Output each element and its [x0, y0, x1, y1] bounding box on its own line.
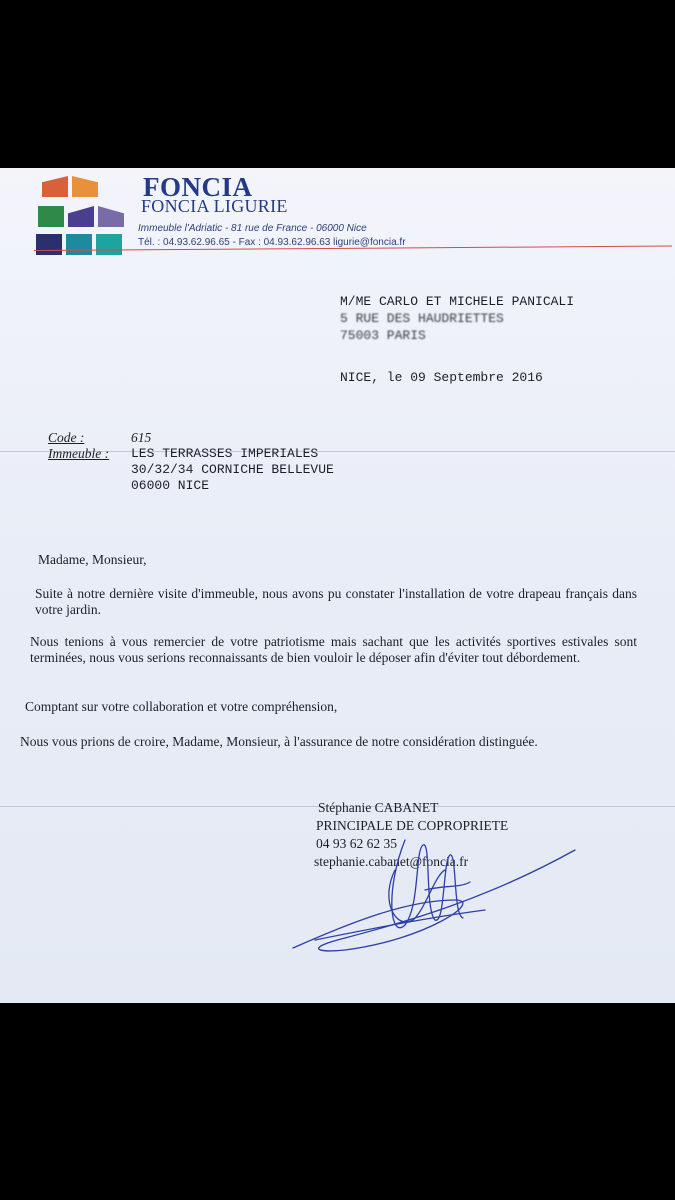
building-street: 30/32/34 CORNICHE BELLEVUE — [131, 462, 334, 477]
signatory-title: PRINCIPALE DE COPROPRIETE — [316, 818, 509, 833]
logo-tile — [72, 176, 98, 197]
paragraph-1: Suite à notre dernière visite d'immeuble, nous avons pu constater l'installation de votre drapeau français dans votre jardin. — [35, 586, 637, 617]
salutation: Madame, Monsieur, — [38, 552, 147, 567]
logo-tile — [66, 234, 92, 255]
brand-name: FONCIA — [143, 172, 253, 202]
agency-name: FONCIA LIGURIE — [141, 196, 288, 216]
letter-page — [0, 168, 675, 1003]
recipient-city: 75003 PARIS — [340, 328, 426, 343]
foncia-logo-icon — [36, 174, 128, 260]
logo-tile — [98, 206, 124, 227]
logo-tile — [68, 206, 94, 227]
signatory-name: Stéphanie CABANET — [318, 800, 439, 815]
logo-tile — [42, 176, 68, 197]
paragraph-3: Comptant sur votre collaboration et votre compréhension, — [25, 699, 338, 714]
recipient-street: 5 RUE DES HAUDRIETTES — [340, 311, 504, 326]
agency-address: Immeuble l'Adriatic - 81 rue de France - 06000 Nice — [138, 223, 367, 234]
paragraph-4: Nous vous prions de croire, Madame, Monsieur, à l'assurance de notre considération distinguée. — [20, 734, 538, 749]
building-label: Immeuble : — [48, 446, 110, 461]
logo-tile — [96, 234, 122, 255]
handwritten-signature-icon — [285, 830, 585, 960]
logo-tile — [36, 234, 62, 255]
recipient-name: M/ME CARLO ET MICHELE PANICALI — [340, 294, 575, 309]
signatory-email: stephanie.cabanet@foncia.fr — [314, 854, 469, 869]
building-name: LES TERRASSES IMPERIALES — [131, 446, 319, 461]
date-line: NICE, le 09 Septembre 2016 — [340, 370, 543, 385]
logo-tile — [38, 206, 64, 227]
code-value: 615 — [131, 430, 152, 445]
building-city: 06000 NICE — [131, 478, 210, 493]
code-label: Code : — [48, 430, 85, 445]
paragraph-2: Nous tenions à vous remercier de votre patriotisme mais sachant que les activités sportives estivales sont terminées, nous vous serions reconnaissants de bien vouloir le déposer afin d'éviter tout débordement. — [30, 634, 637, 665]
agency-contact: Tél. : 04.93.62.96.65 - Fax : 04.93.62.96.63 ligurie@foncia.fr — [138, 237, 406, 248]
signatory-phone: 04 93 62 62 35 — [316, 836, 397, 851]
